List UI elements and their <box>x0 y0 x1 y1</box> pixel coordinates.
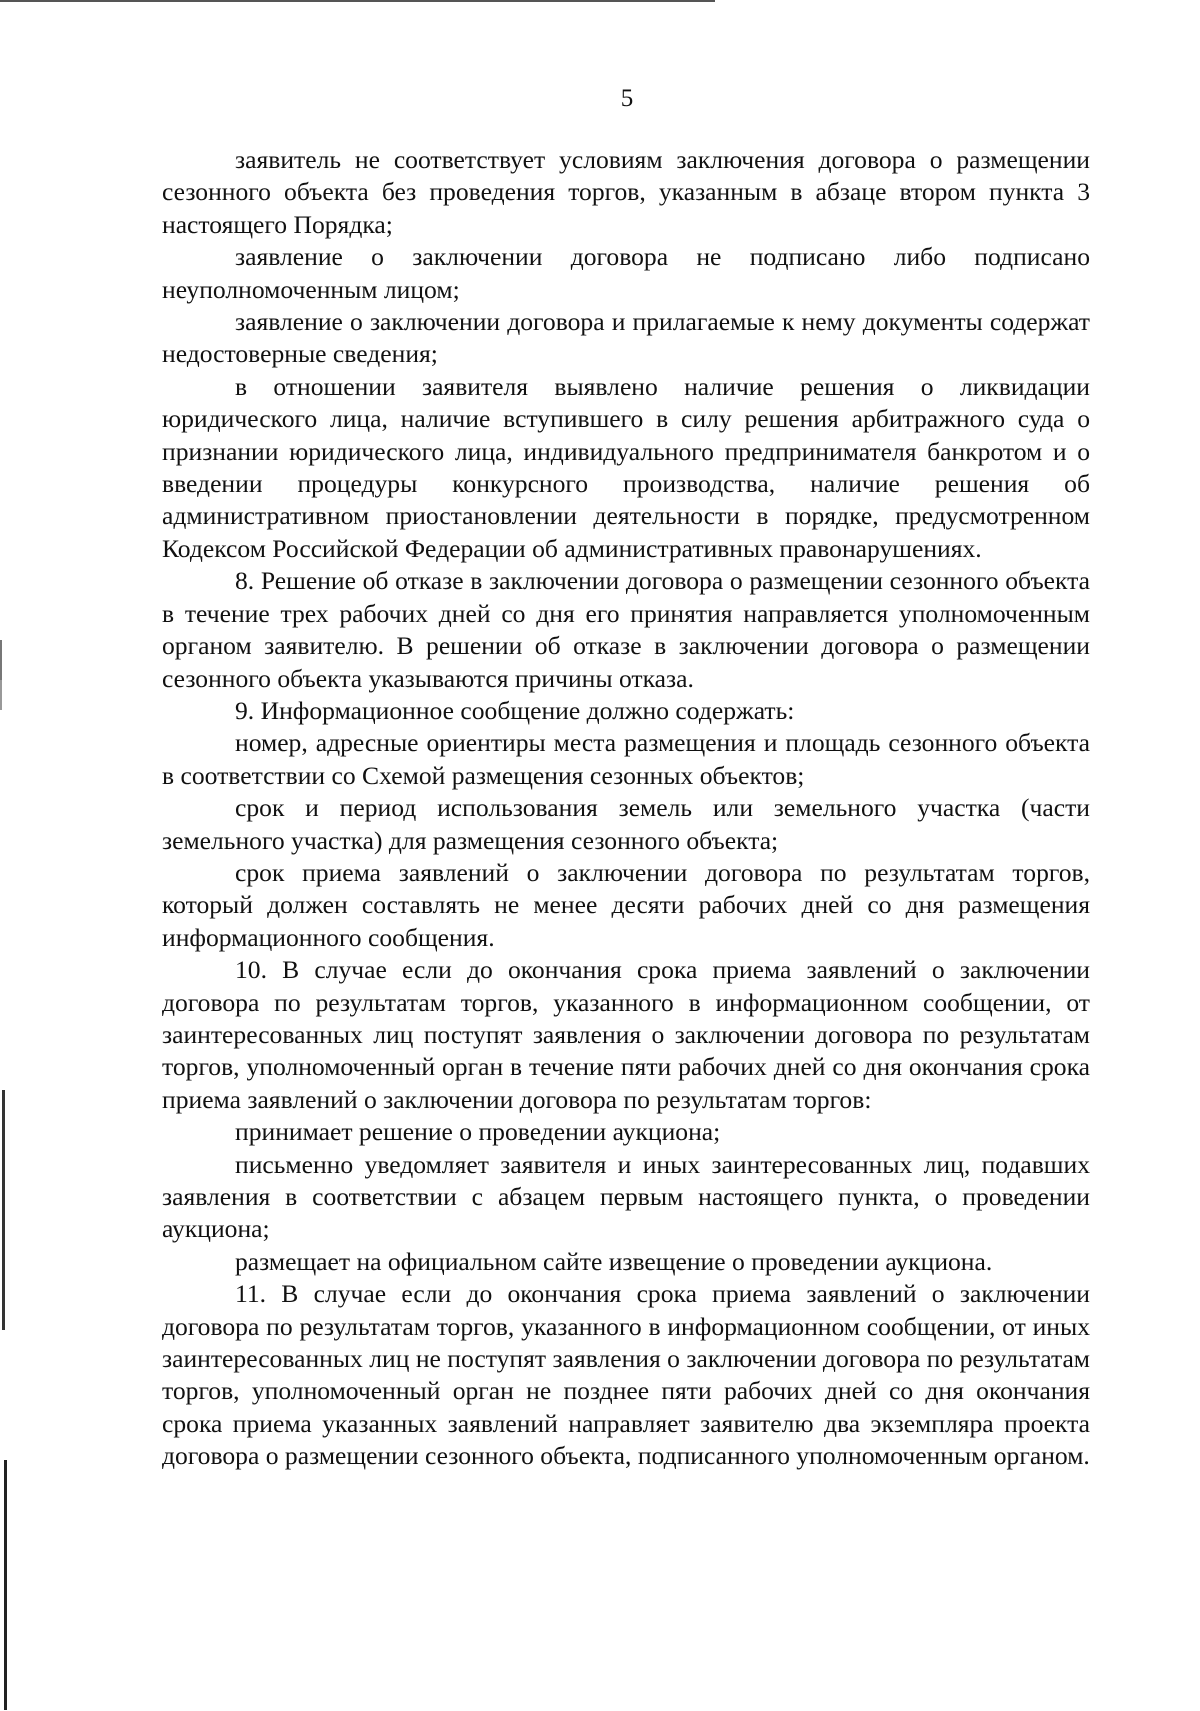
page-number: 5 <box>620 85 634 112</box>
paragraph: заявитель не соответствует условиям заключения договора о размещении сезонного объекта без проведения торгов, указанным в абзаце втором пункта 3 настоящего Порядка; <box>162 145 1090 239</box>
scan-left-edge <box>2 1090 5 1330</box>
paragraph: 8. Решение об отказе в заключении договора о размещении сезонного объекта в течение трех рабочих дней со дня его принятия направляется уполномоченным органом заявителю. В решении об отказе в заключении договора о размещении сезонного объекта указываются причины отказа. <box>162 566 1090 693</box>
paragraph: размещает на официальном сайте извещение о проведении аукциона. <box>235 1246 993 1276</box>
paragraph: в отношении заявителя выявлено наличие решения о ликвидации юридического лица, наличие вступившего в силу решения арбитражного суда о признании юридического лица, индивидуального предпринимателя банкротом и о введении процедуры конкурсного производства, наличие решения об административном приостановлении деятельности в порядке, предусмотренном Кодексом Российской Федерации об административных правонарушениях. <box>162 371 1090 563</box>
scan-left-mark <box>0 680 2 710</box>
scan-top-edge <box>0 0 715 2</box>
document-body <box>162 144 1090 1473</box>
paragraph: заявление о заключении договора не подписано либо подписано неуполномоченным лицом; <box>162 242 1090 304</box>
paragraph: заявление о заключении договора и прилагаемые к нему документы содержат недостоверные сведения; <box>162 307 1090 369</box>
paragraph: срок приема заявлений о заключении договора по результатам торгов, который должен составлять не менее десяти рабочих дней со дня размещения информационного сообщения. <box>162 857 1090 952</box>
paragraph: 11. В случае если до окончания срока приема заявлений о заключении договора по результатам торгов, указанного в информационном сообщении, от иных заинтересованных лиц не поступят заявления о заключении договора по результатам торгов, уполномоченный орган не позднее пяти рабочих дней со дня окончания срока приема указанных заявлений направляет заявителю два экземпляра проекта договора о размещении сезонного объекта, подписанного уполномоченным органом. <box>162 1279 1090 1471</box>
paragraph: принимает решение о проведении аукциона; <box>235 1117 721 1147</box>
paragraph: 10. В случае если до окончания срока приема заявлений о заключении договора по результатам торгов, указанного в информационном сообщении, от заинтересованных лиц поступят заявления о заключении договора по результатам торгов, уполномоченный орган в течение пяти рабочих дней со дня окончания срока приема заявлений о заключении договора по результатам торгов: <box>162 955 1090 1114</box>
scan-left-edge <box>4 1460 7 1710</box>
paragraph: срок и период использования земель или земельного участка (части земельного участка) для размещения сезонного объекта; <box>162 793 1090 855</box>
paragraph: 9. Информационное сообщение должно содержать: <box>235 695 795 725</box>
paragraph: номер, адресные ориентиры места размещения и площадь сезонного объекта в соответствии со Схемой размещения сезонных объектов; <box>162 728 1090 790</box>
paragraph: письменно уведомляет заявителя и иных заинтересованных лиц, подавших заявления в соответствии с абзацем первым настоящего пункта, о проведении аукциона; <box>162 1149 1090 1244</box>
scan-left-mark <box>0 640 2 680</box>
